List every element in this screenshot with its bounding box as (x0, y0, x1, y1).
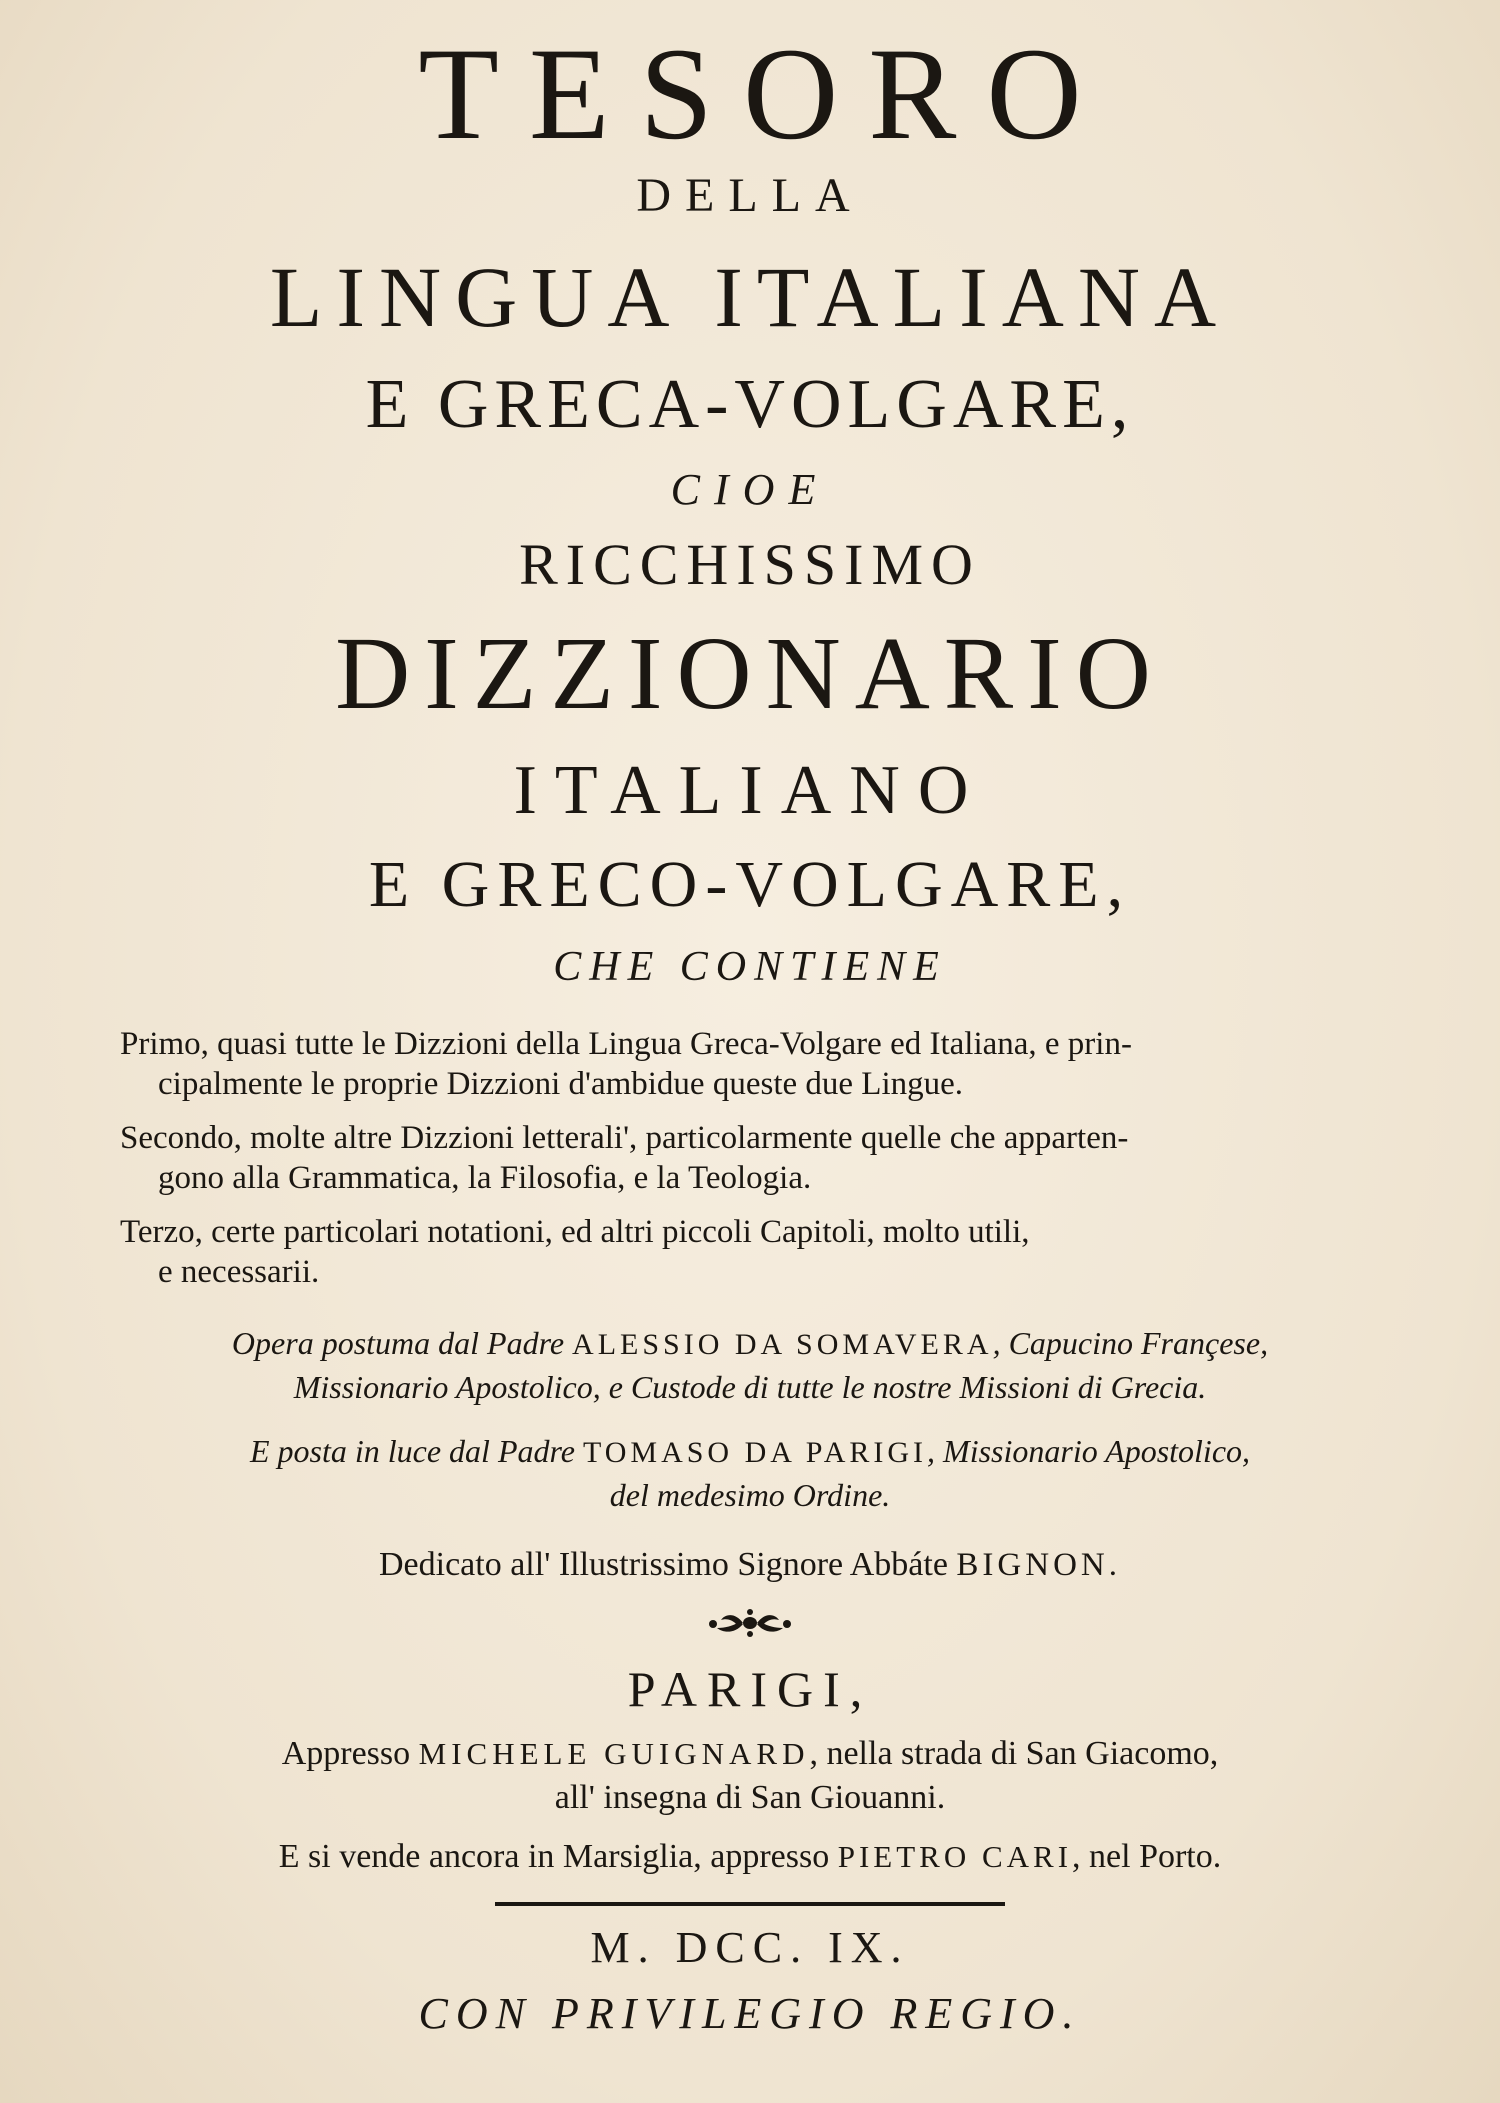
primo-line-2: cipalmente le proprie Dizzioni d'ambidue queste due Lingue. (158, 1066, 964, 1102)
title-italiano: ITALIANO (513, 752, 987, 829)
dedication-name: BIGNON. (956, 1547, 1121, 1583)
editor-line-2: del medesimo Ordine. (609, 1477, 891, 1513)
primo-line-1: Primo, quasi tutte le Dizzioni della Lingua Greca-Volgare ed Italiana, e prin- (120, 1026, 1132, 1062)
title-greco-volgare: E GRECO-VOLGARE, (368, 848, 1132, 921)
editor-suffix: , Missionario Apostolico, (927, 1433, 1251, 1469)
editor-prefix: E posta in luce dal Padre (249, 1433, 575, 1469)
author-line-1 (0, 1322, 1500, 1366)
publisher-name: MICHELE GUIGNARD (418, 1736, 810, 1771)
seller-name: PIETRO CARI (837, 1839, 1073, 1874)
publisher-prefix: Appresso (281, 1735, 411, 1772)
editor-statement (0, 1430, 1500, 1516)
author-name: ALESSIO DA SOMAVERA (572, 1328, 993, 1361)
fleuron-svg (705, 1606, 795, 1640)
seller-suffix: , nel Porto. (1072, 1838, 1222, 1875)
fleuron-ornament-icon (0, 1606, 1500, 1646)
author-prefix: Opera postuma dal Padre (231, 1325, 565, 1361)
secondo-line-2: gono alla Grammatica, la Filosofia, e la Teologia. (158, 1160, 812, 1196)
secondo-line-1: Secondo, molte altre Dizzioni letterali', particolarmente quelle che apparten- (120, 1120, 1129, 1156)
contents-terzo (120, 1212, 1380, 1292)
imprint-year: M. DCC. IX. (590, 1923, 910, 1972)
title-ricchissimo: RICCHISSIMO (519, 532, 981, 597)
title-cioe: CIOE (670, 465, 830, 514)
author-suffix: , Capucino Françese, (992, 1325, 1269, 1361)
terzo-line-2: e necessarii. (158, 1254, 320, 1290)
dedication (0, 1546, 1500, 1584)
editor-line-1 (0, 1430, 1500, 1474)
title-tesoro: TESORO (418, 20, 1112, 167)
imprint-privilege: CON PRIVILEGIO REGIO. (418, 1989, 1082, 2038)
seller-prefix: E si vende ancora in Marsiglia, appresso (278, 1838, 830, 1875)
imprint-seller (0, 1838, 1500, 1876)
imprint-publisher (0, 1732, 1500, 1820)
author-line-2: Missionario Apostolico, e Custode di tutte le nostre Missioni di Grecia. (293, 1369, 1207, 1405)
horizontal-rule (495, 1902, 1005, 1906)
imprint-city: PARIGI, (627, 1661, 873, 1717)
terzo-line-1: Terzo, certe particolari notationi, ed altri piccoli Capitoli, molto utili, (120, 1214, 1030, 1250)
title-lingua-italiana: LINGUA ITALIANA (269, 249, 1231, 345)
contents-secondo (120, 1118, 1380, 1198)
dedication-text: Dedicato all' Illustrissimo Signore Abbáte (379, 1546, 948, 1583)
title-che-contiene: CHE CONTIENE (553, 944, 947, 990)
title-dizzionario: DIZZIONARIO (335, 616, 1165, 731)
publisher-suffix: , nella strada di San Giacomo, (809, 1735, 1219, 1772)
title-greca-volgare: E GRECA-VOLGARE, (365, 366, 1135, 443)
editor-name: TOMASO DA PARIGI (582, 1436, 928, 1469)
publisher-line-2: all' insegna di San Giouanni. (554, 1779, 946, 1816)
author-statement (0, 1322, 1500, 1408)
title-della: DELLA (636, 169, 864, 222)
contents-primo (120, 1024, 1380, 1104)
publisher-line-1 (0, 1732, 1500, 1776)
